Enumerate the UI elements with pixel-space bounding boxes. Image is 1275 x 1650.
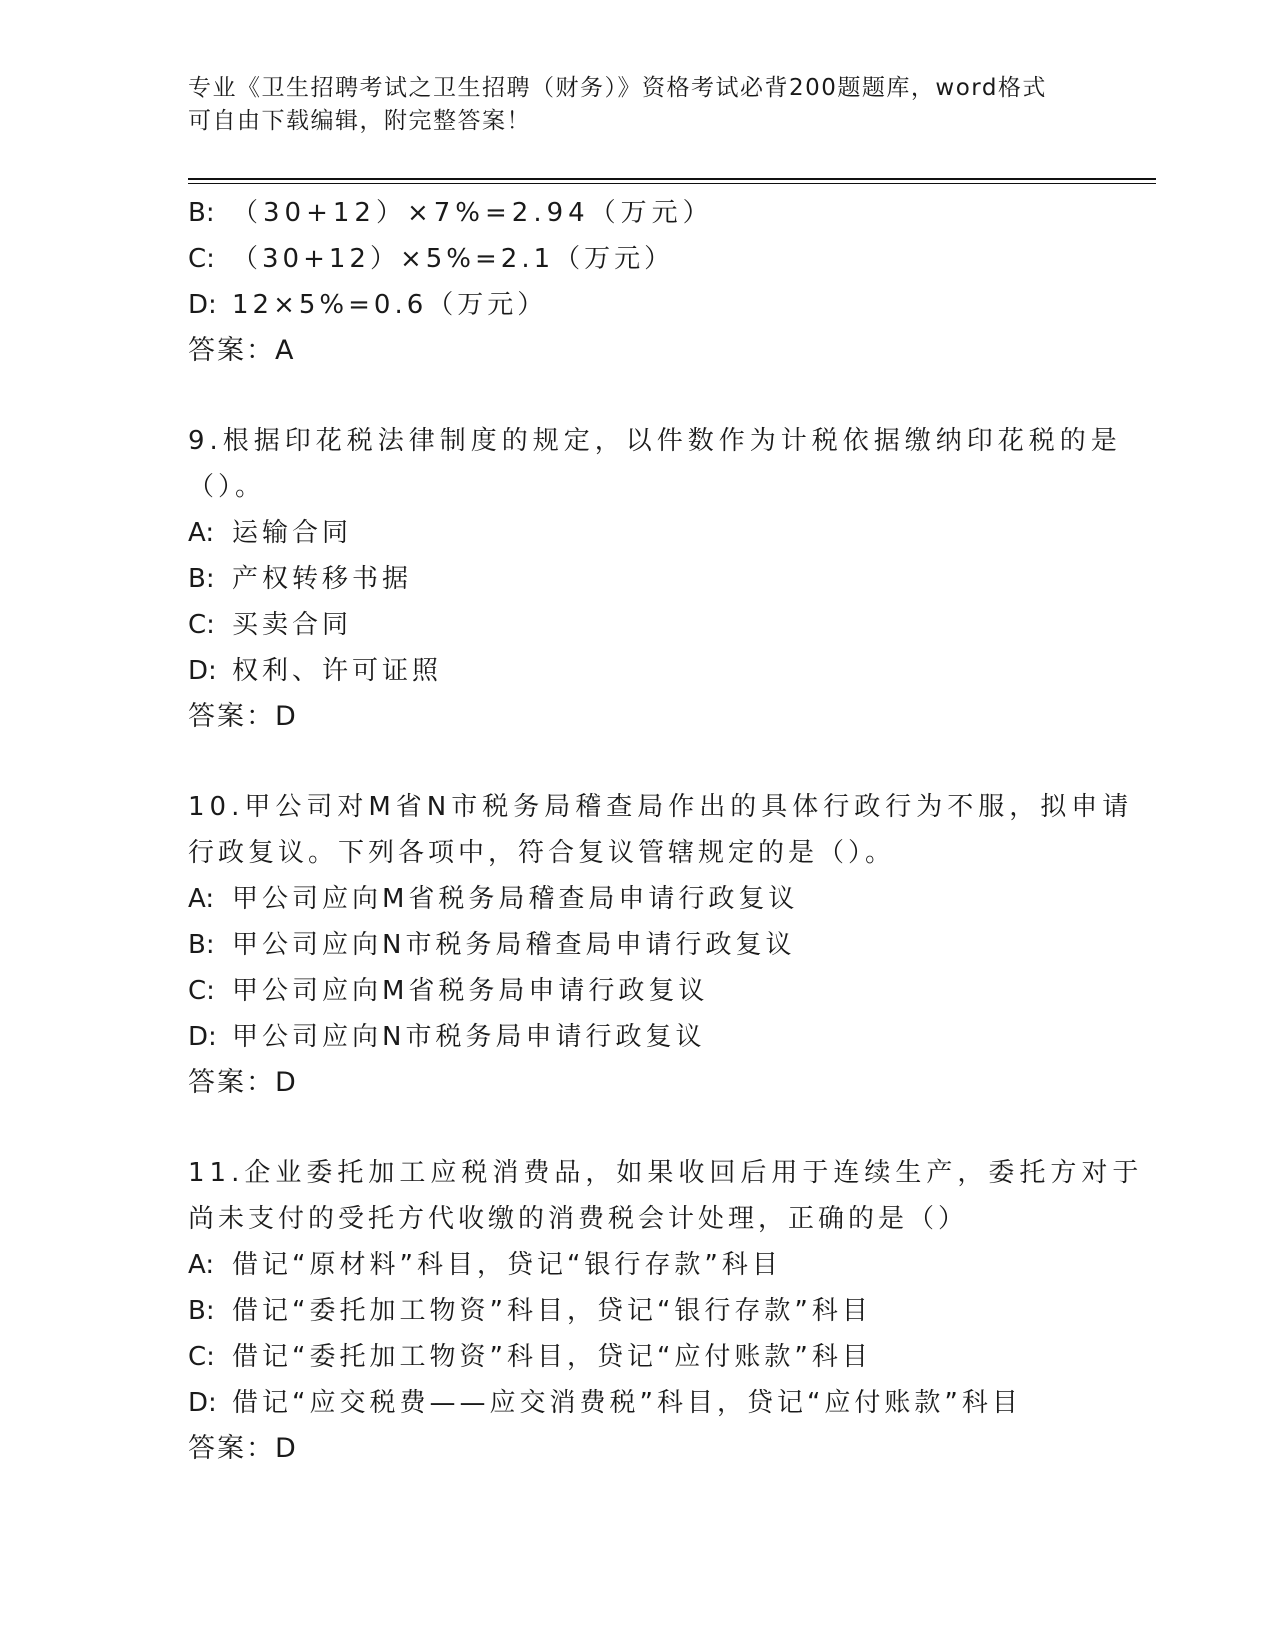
option-key: A: xyxy=(188,518,215,548)
option-key: B: xyxy=(188,198,215,228)
option-text: （30+12）×7%=2.94（万元） xyxy=(232,198,714,228)
document-header xyxy=(188,72,1088,138)
question-stem-line: 9.根据印花税法律制度的规定，以件数作为计税依据缴纳印花税的是 xyxy=(188,426,1122,456)
option-text: 12×5%=0.6（万元） xyxy=(232,290,548,320)
option-key: B: xyxy=(188,564,215,594)
option-b xyxy=(188,556,1088,602)
option-text: （30+12）×5%=2.1（万元） xyxy=(232,244,675,274)
option-b xyxy=(188,190,1088,236)
question-9 xyxy=(188,418,1122,740)
option-d xyxy=(188,648,1088,694)
question-stem-line: 尚未支付的受托方代收缴的消费税会计处理，正确的是（） xyxy=(188,1204,969,1234)
option-key: C: xyxy=(188,976,215,1006)
option-text: 甲公司应向M省税务局稽查局申请行政复议 xyxy=(232,884,799,914)
option-a xyxy=(188,1242,1088,1288)
option-b xyxy=(188,922,1088,968)
option-c xyxy=(188,1334,1088,1380)
header-line-1: 专业《卫生招聘考试之卫生招聘（财务）》资格考试必背200题题库，word格式 xyxy=(188,75,1047,101)
option-d xyxy=(188,1380,1088,1426)
option-c xyxy=(188,602,1088,648)
option-key: A: xyxy=(188,884,215,914)
option-text: 买卖合同 xyxy=(232,610,353,640)
option-text: 借记“应交税费——应交消费税”科目，贷记“应付账款”科目 xyxy=(232,1388,1022,1418)
option-key: C: xyxy=(188,610,215,640)
question-8-continued xyxy=(188,190,1088,374)
answer-line: 答案：D xyxy=(188,1433,298,1464)
option-text: 产权转移书据 xyxy=(232,564,413,594)
answer-line: 答案：A xyxy=(188,335,296,366)
option-d xyxy=(188,1014,1088,1060)
option-key: B: xyxy=(188,930,215,960)
answer-line: 答案：D xyxy=(188,1067,298,1098)
header-divider-thin xyxy=(188,183,1156,184)
option-text: 借记“原材料”科目，贷记“银行存款”科目 xyxy=(232,1250,782,1280)
document-body xyxy=(188,190,1144,1472)
option-key: D: xyxy=(188,290,217,320)
question-stem-line: 10.甲公司对M省N市税务局稽查局作出的具体行政行为不服，拟申请 xyxy=(188,792,1134,822)
question-stem-line: 行政复议。下列各项中，符合复议管辖规定的是（）。 xyxy=(188,838,896,868)
option-key: D: xyxy=(188,1388,217,1418)
option-text: 借记“委托加工物资”科目，贷记“银行存款”科目 xyxy=(232,1296,872,1326)
answer-line: 答案：D xyxy=(188,701,298,732)
option-b xyxy=(188,1288,1088,1334)
option-c xyxy=(188,968,1088,1014)
option-key: C: xyxy=(188,1342,215,1372)
option-text: 甲公司应向N市税务局申请行政复议 xyxy=(232,1022,706,1052)
option-text: 权利、许可证照 xyxy=(232,656,443,686)
option-text: 甲公司应向M省税务局申请行政复议 xyxy=(232,976,709,1006)
header-divider-thick xyxy=(188,178,1156,180)
option-key: B: xyxy=(188,1296,215,1326)
option-a xyxy=(188,876,1088,922)
question-stem-line: （）。 xyxy=(188,472,266,502)
option-d xyxy=(188,282,1088,328)
question-stem-line: 11.企业委托加工应税消费品，如果收回后用于连续生产，委托方对于 xyxy=(188,1158,1144,1188)
option-text: 借记“委托加工物资”科目，贷记“应付账款”科目 xyxy=(232,1342,872,1372)
option-c xyxy=(188,236,1088,282)
option-text: 运输合同 xyxy=(232,518,353,548)
option-key: D: xyxy=(188,656,217,686)
header-line-2: 可自由下载编辑，附完整答案！ xyxy=(188,108,531,134)
option-key: A: xyxy=(188,1250,215,1280)
question-10 xyxy=(188,784,1134,1106)
option-key: D: xyxy=(188,1022,217,1052)
option-a xyxy=(188,510,1088,556)
option-key: C: xyxy=(188,244,215,274)
question-11 xyxy=(188,1150,1144,1472)
option-text: 甲公司应向N市税务局稽查局申请行政复议 xyxy=(232,930,796,960)
